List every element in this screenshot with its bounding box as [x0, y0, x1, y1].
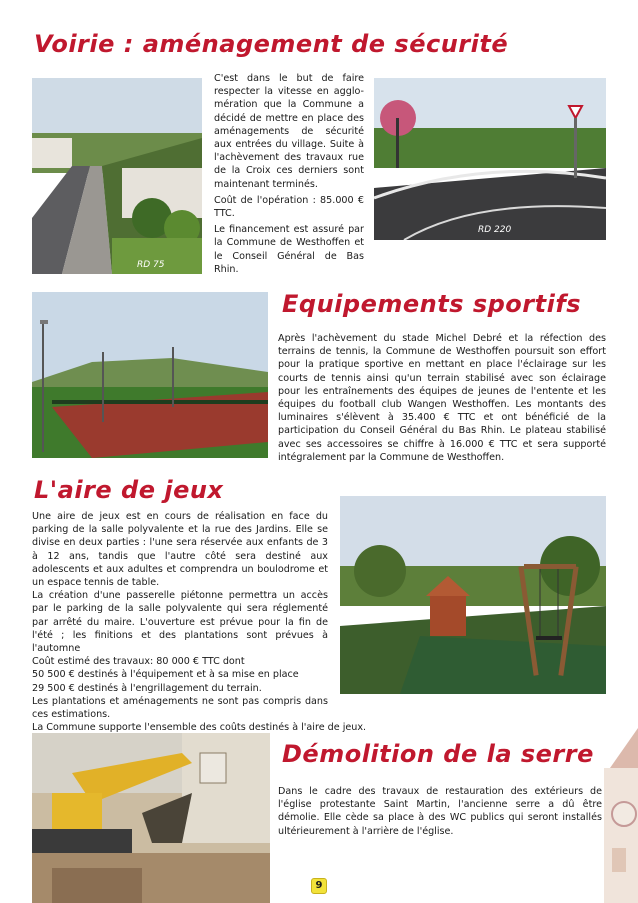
- photo-playground: [340, 496, 606, 694]
- jeux-cost-equipment: 50 500 € destinés à l'équipement et à sa mise en place: [32, 669, 299, 681]
- photo-rd75: [32, 78, 202, 274]
- serre-title: Démolition de la serre: [282, 740, 594, 768]
- photo-rd220: [374, 78, 606, 240]
- photo-rd220-caption: RD 220: [478, 225, 512, 235]
- jeux-title: L'aire de jeux: [34, 476, 224, 504]
- jeux-cost-line: Coût estimé des travaux: 80 000 € TTC dont: [32, 656, 245, 668]
- voirie-paragraph-2: Coût de l'opération : 85.000 € TTC.: [214, 194, 364, 220]
- photo-demolition: [32, 733, 270, 903]
- voirie-paragraph-1: C'est dans le but de faire respecter la vitesse en agglo-mération que la Commune a décidé de mettre en place des aménagements de sécurité aux entrées du village. Suite à l'achèvement des travaux rue de la Croix ces derniers sont maintenant terminés.: [214, 73, 364, 190]
- jeux-text: [32, 510, 367, 734]
- sport-title: Equipements sportifs: [282, 290, 582, 318]
- jeux-paragraph-2: La création d'une passerelle piétonne permettra un accès par le parking de la salle polyvalente qui sera réglementé par arrêté du maire. L'ouverture est prévue pour la fin de l'été ; les finitions et des plantations sont prévues à l'automne: [32, 590, 328, 655]
- church-decoration: [590, 728, 638, 903]
- voirie-title: Voirie : aménagement de sécurité: [34, 30, 509, 58]
- page-number: 9: [311, 878, 327, 894]
- voirie-text: [214, 72, 364, 279]
- jeux-paragraph-1: Une aire de jeux est en cours de réalisation en face du parking de la salle polyvalente et la rue des Jardins. Elle se divise en deux parties : l'une sera réservée aux enfants de 3 à 12 ans, tandis que l'autre côté sera destiné aux adolescents et aux adultes et comprendra un boulodrome et un espace tennis de table.: [32, 511, 328, 589]
- jeux-plantations-note: Les plantations et aménagements ne sont pas compris dans ces estimations.: [32, 695, 328, 721]
- voirie-paragraph-3: Le financement est assuré par la Commune de Westhoffen et le Conseil Général de Bas Rhin.: [214, 224, 364, 275]
- serre-text: Dans le cadre des travaux de restauration des extérieurs de l'église protestante Saint Martin, l'ancienne serre a dû être démolie. Elle cède sa place à des WC publics qui seront installés ultérieurement à l'arrière de l'église.: [278, 786, 602, 837]
- sport-text: Après l'achèvement du stade Michel Debré et la réfection des terrains de tennis, la Commune de Westhoffen poursuit son effort pour la pratique sportive en mettant en place l'éclairage sur les courts de tennis ainsi qu'un terrain stabilisé avec son éclairage pour les entraînements des équipes de jeunes de l'entente et les équipes du football club Wangen Westhoffen. Les montants des luminaires s'élèvent à 35.400 € TTC et ont bénéficié de la participation du Conseil Général du Bas Rhin. Le plateau stabilisé avec ses accessoires se chiffre à 16.000 € TTC et sera supporté intégralement par la Commune de Westhoffen.: [278, 333, 606, 463]
- photo-tennis: [32, 292, 268, 458]
- photo-rd75-caption: RD 75: [137, 260, 165, 270]
- jeux-commune-note: La Commune supporte l'ensemble des coûts destinés à l'aire de jeux.: [32, 722, 367, 734]
- jeux-cost-fence: 29 500 € destinés à l'engrillagement du terrain.: [32, 682, 262, 694]
